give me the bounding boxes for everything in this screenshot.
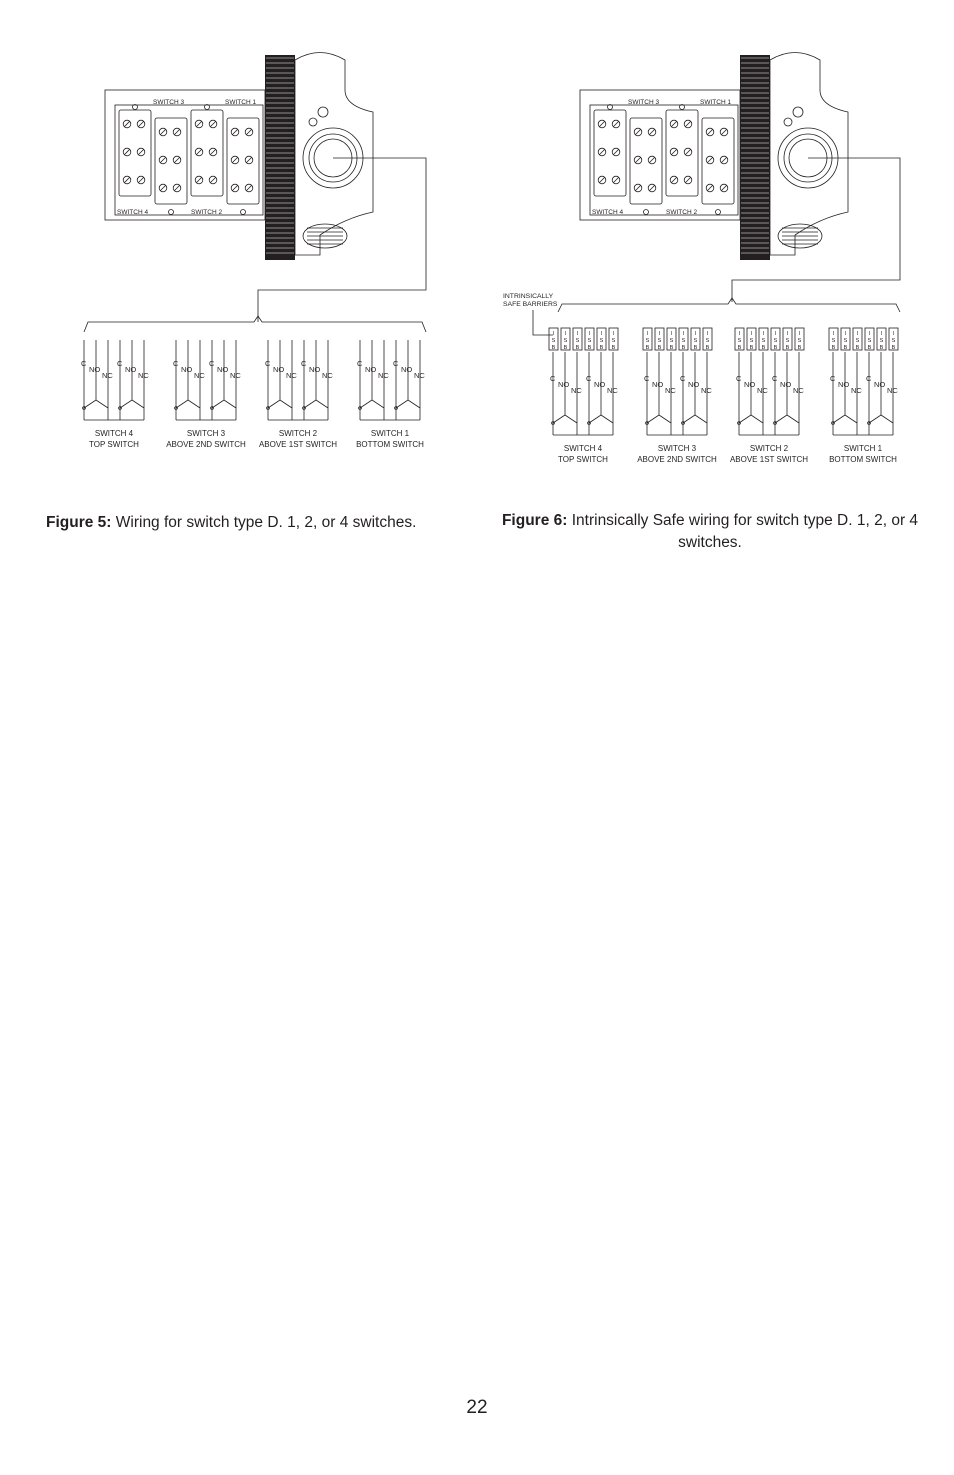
fig5-switch-4-label-c: C	[117, 359, 123, 368]
fig6-switch-4-label-c: C	[586, 374, 592, 383]
fig6-screw-slot	[686, 122, 691, 127]
fig5-switch-3-label-no: NO	[181, 365, 193, 374]
fig5-screw-slot	[247, 158, 252, 163]
fig6-barrier-letter: S	[563, 338, 568, 344]
fig6-switch-module	[594, 110, 626, 196]
fig5-switch-1-label-nc: NC	[414, 371, 425, 380]
fig6-screw-slot	[708, 186, 713, 191]
fig6-barrier-letter: I	[880, 331, 883, 337]
fig6-switch-1-contact-nc	[845, 415, 857, 423]
fig5-switch-4-label-c: C	[81, 359, 87, 368]
fig6-switch-3-label-nc: NC	[701, 386, 712, 395]
fig5-screw-slot	[233, 130, 238, 135]
fig5-screw-slot	[175, 130, 180, 135]
fig5-screw-slot	[247, 186, 252, 191]
fig5-mount-hole	[241, 210, 246, 215]
fig6-barrier-letter: S	[693, 338, 698, 344]
fig6-barrier-letter: S	[773, 338, 778, 344]
fig6-switch-4-contact-nc	[565, 415, 577, 423]
fig6-switch-3-label-c: C	[644, 374, 650, 383]
fig6-screw-slot	[722, 186, 727, 191]
fig6-switch-1-name: SWITCH 1	[843, 444, 883, 453]
figure-5-svg	[60, 40, 440, 470]
fig6-threaded-neck	[740, 55, 770, 260]
fig5-switch-4-label-no: NO	[89, 365, 101, 374]
fig5-screw-slot	[139, 178, 144, 183]
fig6-barrier-letter: I	[738, 331, 741, 337]
fig6-switch-2-label-nc: NC	[757, 386, 768, 395]
fig6-switch-3-switch-arm	[683, 415, 695, 423]
fig5-switch-2-label-no: NO	[309, 365, 321, 374]
fig6-switch-2-label-c: C	[736, 374, 742, 383]
fig5-switch-2-name: SWITCH 2	[278, 429, 318, 438]
fig6-barrier-letter: I	[868, 331, 871, 337]
fig6-switch-1-switch-arm	[869, 415, 881, 423]
fig6-switch-4-label-no: NO	[594, 380, 606, 389]
fig6-barrier-letter: B	[867, 345, 872, 351]
fig6-barrier-letter: I	[832, 331, 835, 337]
fig6-screw-slot	[600, 150, 605, 155]
fig6-screw-slot	[614, 122, 619, 127]
fig6-barrier-letter: I	[658, 331, 661, 337]
fig6-mount-hole	[716, 210, 721, 215]
fig5-switch-2-label-nc: NC	[322, 371, 333, 380]
fig5-switch-2-label-no: NO	[273, 365, 285, 374]
fig5-label-switch-4: SWITCH 4	[117, 209, 149, 216]
fig6-screw-slot	[650, 130, 655, 135]
fig6-barrier-letter: S	[785, 338, 790, 344]
fig5-switch-3-name: SWITCH 3	[186, 429, 226, 438]
fig6-screw-slot	[600, 122, 605, 127]
fig6-barrier-letter: B	[669, 345, 674, 351]
fig5-screw-slot	[161, 158, 166, 163]
fig6-switch-2-label-no: NO	[780, 380, 792, 389]
fig6-barrier-letter: I	[682, 331, 685, 337]
fig5-screw-slot	[211, 178, 216, 183]
fig5-terminal-block	[115, 105, 263, 215]
fig6-barrier-letter: I	[786, 331, 789, 337]
fig6-barrier-letter: B	[645, 345, 650, 351]
fig6-switch-4-label-no: NO	[558, 380, 570, 389]
fig5-switch-1-label-no: NO	[401, 365, 413, 374]
fig6-screw-slot	[686, 178, 691, 183]
fig6-switch-3-label-no: NO	[688, 380, 700, 389]
fig5-switch-3-contact-nc	[224, 400, 236, 408]
fig5-switch-4-switch-arm	[84, 400, 96, 408]
figure-6-svg	[495, 40, 915, 480]
fig6-switch-4-switch-arm	[553, 415, 565, 423]
fig5-screw-slot	[197, 178, 202, 183]
fig6-barrier-letter: B	[587, 345, 592, 351]
fig5-switch-1-label-no: NO	[365, 365, 377, 374]
fig6-barrier-letter: I	[798, 331, 801, 337]
fig6-screw-slot	[636, 158, 641, 163]
fig5-switch-1-switch-arm	[396, 400, 408, 408]
fig5-switch-2-label-c: C	[265, 359, 271, 368]
fig5-label-switch-1: SWITCH 1	[225, 99, 257, 106]
fig6-barrier-letter: S	[551, 338, 556, 344]
fig5-switch-module	[155, 118, 187, 204]
fig5-threaded-neck	[265, 55, 295, 260]
fig6-switch-2-position: ABOVE 1ST SWITCH	[729, 455, 809, 464]
fig6-barrier-letter: S	[599, 338, 604, 344]
fig6-screw-slot	[672, 150, 677, 155]
fig6-switch-2-label-c: C	[772, 374, 778, 383]
fig6-barrier-letter: B	[831, 345, 836, 351]
fig5-screw-slot	[211, 150, 216, 155]
fig6-barrier-letter: B	[693, 345, 698, 351]
fig6-barrier-letter: S	[761, 338, 766, 344]
fig6-barrier-letter: I	[612, 331, 615, 337]
fig6-screw-slot	[672, 178, 677, 183]
fig6-barrier-letter: I	[646, 331, 649, 337]
fig5-switch-2-position: ABOVE 1ST SWITCH	[258, 440, 338, 449]
fig6-switch-4-label-nc: NC	[571, 386, 582, 395]
figure-5-caption	[46, 512, 476, 534]
fig6-barrier-letter: B	[855, 345, 860, 351]
fig6-terminal-block	[590, 105, 738, 215]
fig6-switch-3-label-c: C	[680, 374, 686, 383]
fig6-barrier-letter: B	[891, 345, 896, 351]
fig6-screw-slot	[708, 158, 713, 163]
fig5-switch-module	[227, 118, 259, 204]
fig6-screw-slot	[722, 158, 727, 163]
fig5-ground-screw	[318, 107, 328, 117]
fig6-barrier-letter: S	[855, 338, 860, 344]
fig6-switch-4-contact-nc	[601, 415, 613, 423]
fig6-label-switch-1: SWITCH 1	[700, 99, 732, 106]
fig6-barrier-letter: I	[564, 331, 567, 337]
fig5-screw-slot	[233, 158, 238, 163]
fig6-switch-2-contact-nc	[787, 415, 799, 423]
fig6-barrier-letter: S	[749, 338, 754, 344]
fig5-label-switch-3: SWITCH 3	[153, 99, 185, 106]
fig6-barrier-letter: B	[681, 345, 686, 351]
fig5-mount-hole	[169, 210, 174, 215]
fig6-barrier-pointer	[533, 310, 553, 335]
fig6-switch-3-switch-arm	[647, 415, 659, 423]
fig5-switch-1-position: BOTTOM SWITCH	[356, 440, 424, 449]
figure-6-caption-label: Figure 6:	[501, 512, 568, 529]
fig6-barrier-letter: I	[856, 331, 859, 337]
fig6-switch-2-label-nc: NC	[793, 386, 804, 395]
fig5-brace	[84, 316, 426, 332]
fig5-screw-slot	[211, 122, 216, 127]
fig6-screw-slot	[636, 130, 641, 135]
fig5-switch-2-switch-arm	[304, 400, 316, 408]
figure-6-wiring-diagram	[495, 40, 915, 480]
fig6-barrier-letter: I	[762, 331, 765, 337]
fig5-switch-3-position: ABOVE 2ND SWITCH	[166, 440, 246, 449]
fig6-barrier-letter: S	[891, 338, 896, 344]
fig5-switch-4-position: TOP SWITCH	[89, 440, 139, 449]
fig6-screw-slot	[614, 178, 619, 183]
fig6-switch-4-label-nc: NC	[607, 386, 618, 395]
fig6-screw-slot	[708, 130, 713, 135]
fig6-barrier-letter: B	[575, 345, 580, 351]
fig5-switch-1-switch-arm	[360, 400, 372, 408]
fig6-barrier-letter: I	[750, 331, 753, 337]
fig6-label-switch-4: SWITCH 4	[592, 209, 624, 216]
fig6-barrier-letter: I	[694, 331, 697, 337]
fig6-barrier-letter: S	[657, 338, 662, 344]
fig6-switch-4-name: SWITCH 4	[563, 444, 603, 453]
fig6-switch-2-contact-nc	[751, 415, 763, 423]
fig6-barrier-letter: S	[681, 338, 686, 344]
fig6-barrier-letter: I	[576, 331, 579, 337]
figure-5-wiring-diagram	[60, 40, 440, 470]
fig6-barrier-letter: I	[774, 331, 777, 337]
fig6-switch-2-label-no: NO	[744, 380, 756, 389]
fig5-switch-2-contact-nc	[316, 400, 328, 408]
fig5-switch-1-label-nc: NC	[378, 371, 389, 380]
fig6-screw-slot	[636, 186, 641, 191]
fig6-label-switch-2: SWITCH 2	[666, 209, 698, 216]
fig6-barrier-letter: S	[879, 338, 884, 344]
fig6-screw-slot	[686, 150, 691, 155]
fig6-switch-2-switch-arm	[775, 415, 787, 423]
fig5-switch-2-label-nc: NC	[286, 371, 297, 380]
fig6-screw-slot	[650, 158, 655, 163]
fig6-switch-1-label-c: C	[830, 374, 836, 383]
fig6-barrier-letter: I	[600, 331, 603, 337]
fig6-switch-1-position: BOTTOM SWITCH	[829, 455, 897, 464]
fig6-switch-3-label-no: NO	[652, 380, 664, 389]
fig6-barrier-letter: B	[761, 345, 766, 351]
fig5-switch-3-label-no: NO	[217, 365, 229, 374]
fig6-ground-nut	[784, 118, 792, 126]
fig6-switch-1-label-no: NO	[874, 380, 886, 389]
fig5-screw-slot	[161, 130, 166, 135]
fig6-barrier-letter: S	[587, 338, 592, 344]
figure-5-caption-label: Figure 5:	[46, 514, 112, 531]
fig6-screw-slot	[614, 150, 619, 155]
fig5-switch-4-name: SWITCH 4	[94, 429, 134, 438]
fig6-barrier-letter: S	[867, 338, 872, 344]
fig6-switch-4-position: TOP SWITCH	[558, 455, 608, 464]
fig5-switch-1-contact-nc	[408, 400, 420, 408]
fig6-ground-screw	[793, 107, 803, 117]
fig6-switch-2-name: SWITCH 2	[749, 444, 789, 453]
fig5-switch-4-label-nc: NC	[138, 371, 149, 380]
fig6-barrier-letter: S	[831, 338, 836, 344]
fig6-barrier-letter: I	[706, 331, 709, 337]
fig6-switch-module	[702, 118, 734, 204]
fig5-screw-slot	[125, 150, 130, 155]
fig5-screw-slot	[125, 178, 130, 183]
fig5-switch-4-label-nc: NC	[102, 371, 113, 380]
fig6-barrier-letter: B	[773, 345, 778, 351]
fig6-switch-1-switch-arm	[833, 415, 845, 423]
fig5-screw-slot	[247, 130, 252, 135]
fig5-switch-1-name: SWITCH 1	[370, 429, 410, 438]
fig5-screw-slot	[139, 122, 144, 127]
fig6-barrier-letter: B	[705, 345, 710, 351]
fig6-barrier-letter: I	[844, 331, 847, 337]
fig6-switch-1-label-c: C	[866, 374, 872, 383]
fig6-barrier-letter: S	[611, 338, 616, 344]
fig5-switch-2-contact-nc	[280, 400, 292, 408]
fig6-screw-slot	[672, 122, 677, 127]
fig6-barrier-letter: I	[588, 331, 591, 337]
fig6-switch-module	[630, 118, 662, 204]
fig5-switch-3-contact-nc	[188, 400, 200, 408]
fig5-screw-slot	[175, 186, 180, 191]
fig5-screw-slot	[125, 122, 130, 127]
fig6-barrier-letter: S	[797, 338, 802, 344]
fig5-switch-4-label-no: NO	[125, 365, 137, 374]
fig6-barrier-letter: B	[599, 345, 604, 351]
fig5-screw-slot	[161, 186, 166, 191]
fig6-barrier-label-2: SAFE BARRIERS	[503, 301, 558, 308]
fig6-switch-3-position: ABOVE 2ND SWITCH	[637, 455, 717, 464]
fig6-switch-1-label-nc: NC	[851, 386, 862, 395]
fig6-barrier-letter: B	[657, 345, 662, 351]
fig6-switch-module	[666, 110, 698, 196]
fig6-switch-4-switch-arm	[589, 415, 601, 423]
fig5-switch-2-switch-arm	[268, 400, 280, 408]
fig5-switch-1-contact-nc	[372, 400, 384, 408]
figure-6-caption-text: Intrinsically Safe wiring for switch type D. 1, 2, or 4 switches.	[567, 512, 919, 551]
fig5-switch-module	[119, 110, 151, 196]
fig5-ground-nut	[309, 118, 317, 126]
fig6-brace	[558, 298, 900, 312]
fig5-switch-1-label-c: C	[357, 359, 363, 368]
fig6-barrier-letter: S	[669, 338, 674, 344]
fig6-screw-slot	[650, 186, 655, 191]
figure-6-caption	[500, 510, 920, 554]
fig6-barrier-letter: I	[892, 331, 895, 337]
fig5-switch-3-label-nc: NC	[230, 371, 241, 380]
fig5-switch-3-label-c: C	[173, 359, 179, 368]
fig6-switch-3-label-nc: NC	[665, 386, 676, 395]
fig5-switch-3-label-nc: NC	[194, 371, 205, 380]
fig5-screw-slot	[233, 186, 238, 191]
fig6-label-switch-3: SWITCH 3	[628, 99, 660, 106]
fig6-barrier-letter: B	[879, 345, 884, 351]
fig6-barrier-letter: I	[670, 331, 673, 337]
fig5-switch-module	[191, 110, 223, 196]
page-number: 22	[466, 1397, 488, 1418]
fig6-switch-1-contact-nc	[881, 415, 893, 423]
fig6-barrier-letter: B	[843, 345, 848, 351]
fig6-barrier-letter: B	[785, 345, 790, 351]
fig6-switch-3-name: SWITCH 3	[657, 444, 697, 453]
fig6-screw-slot	[722, 130, 727, 135]
fig6-barrier-letter: S	[575, 338, 580, 344]
fig5-switch-3-label-c: C	[209, 359, 215, 368]
fig5-switch-4-switch-arm	[120, 400, 132, 408]
fig5-switch-3-switch-arm	[176, 400, 188, 408]
fig6-barrier-letter: B	[551, 345, 556, 351]
fig6-barrier-letter: B	[563, 345, 568, 351]
fig6-barrier-letter: S	[843, 338, 848, 344]
fig6-switch-2-switch-arm	[739, 415, 751, 423]
figure-5-caption-text: Wiring for switch type D. 1, 2, or 4 switches.	[111, 514, 417, 531]
fig5-label-switch-2: SWITCH 2	[191, 209, 223, 216]
fig6-switch-3-contact-nc	[659, 415, 671, 423]
fig6-barrier-letter: B	[797, 345, 802, 351]
fig5-screw-slot	[175, 158, 180, 163]
fig6-barrier-letter: S	[705, 338, 710, 344]
fig5-switch-2-label-c: C	[301, 359, 307, 368]
fig6-switch-3-contact-nc	[695, 415, 707, 423]
fig5-switch-4-contact-nc	[132, 400, 144, 408]
fig6-barrier-letter: B	[611, 345, 616, 351]
fig6-barrier-letter: B	[749, 345, 754, 351]
fig6-switch-4-label-c: C	[550, 374, 556, 383]
fig5-switch-3-switch-arm	[212, 400, 224, 408]
fig5-screw-slot	[197, 122, 202, 127]
fig6-mount-hole	[644, 210, 649, 215]
fig6-barrier-letter: B	[737, 345, 742, 351]
fig6-barrier-label-1: INTRINSICALLY	[503, 293, 554, 300]
fig5-switch-4-contact-nc	[96, 400, 108, 408]
fig6-barrier-letter: S	[737, 338, 742, 344]
fig5-screw-slot	[197, 150, 202, 155]
fig5-switch-1-label-c: C	[393, 359, 399, 368]
fig6-screw-slot	[600, 178, 605, 183]
fig6-switch-1-label-no: NO	[838, 380, 850, 389]
fig6-barrier-letter: I	[552, 331, 555, 337]
fig5-screw-slot	[139, 150, 144, 155]
fig6-switch-1-label-nc: NC	[887, 386, 898, 395]
fig6-barrier-letter: S	[645, 338, 650, 344]
